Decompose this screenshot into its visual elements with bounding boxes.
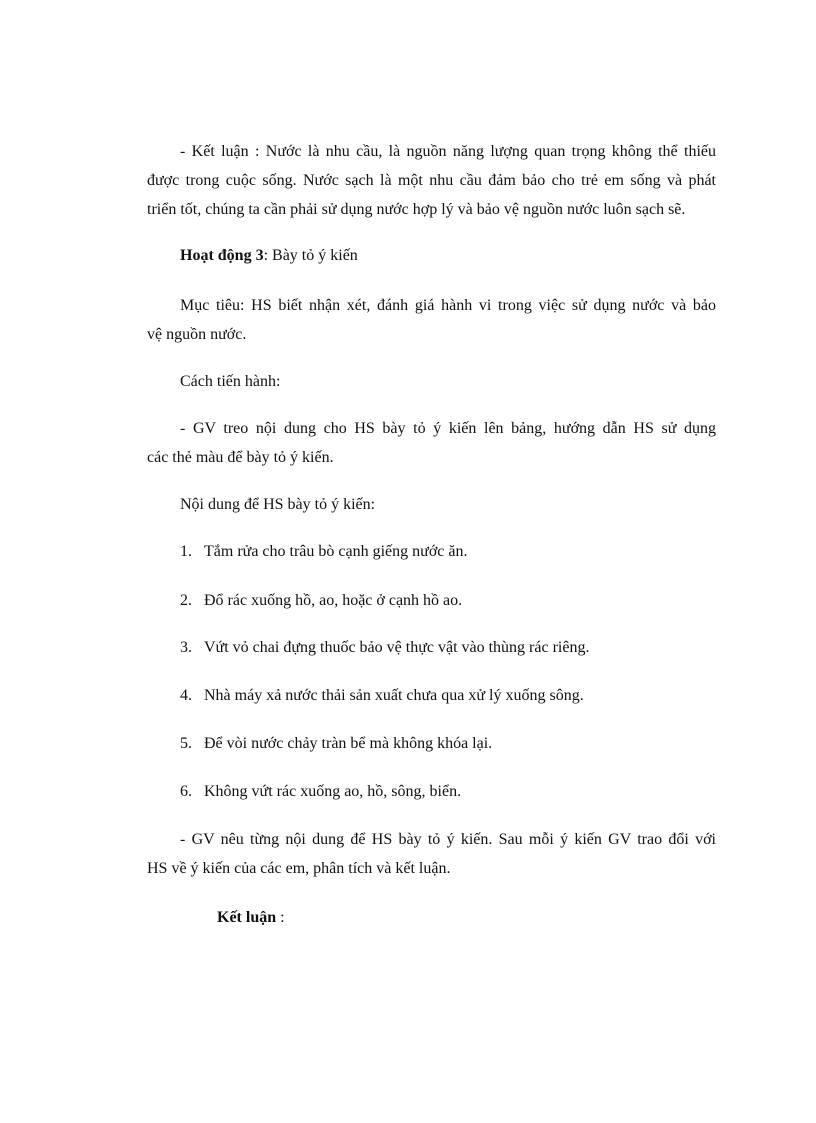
final-conclusion-heading	[217, 908, 285, 928]
paragraph-line: HS về ý kiến của các em, phân tích và kết luận.	[147, 860, 451, 877]
activity3-title-rest: : Bày tỏ ý kiến	[263, 247, 358, 264]
list-item-text: Nhà máy xả nước thải sản xuất chưa qua xử lý xuống sông.	[204, 687, 584, 704]
final-conclusion-rest: :	[276, 909, 285, 926]
list-item-number: 5.	[180, 735, 192, 752]
activity3-title-bold: Hoạt động 3	[180, 247, 264, 264]
gv-instruction-paragraph	[147, 414, 716, 472]
list-item-text: Để vòi nước chảy tràn bể mà không khóa lại.	[204, 735, 493, 752]
paragraph-line: các thẻ màu để bày tỏ ý kiến.	[147, 449, 334, 466]
paragraph-line: - GV nêu từng nội dung để HS bày tỏ ý kiến. Sau mỗi ý kiến GV trao đổi với	[180, 831, 716, 848]
paragraph-line: được trong cuộc sống. Nước sạch là một nhu cầu đảm bảo cho trẻ em sống và phát	[147, 172, 716, 189]
list-item-number: 6.	[180, 783, 192, 800]
list-item-number: 4.	[180, 687, 192, 704]
list-item-text: Không vứt rác xuống ao, hồ, sông, biển.	[204, 783, 462, 800]
list-item	[180, 638, 589, 658]
list-item-number: 1.	[180, 543, 192, 560]
list-item	[180, 542, 467, 562]
gv-discussion-paragraph	[147, 825, 716, 883]
conclusion-water-paragraph	[147, 137, 716, 224]
paragraph-line: Mục tiêu: HS biết nhận xét, đánh giá hành vi trong việc sử dụng nước và bảo	[180, 297, 716, 314]
list-item-text: Vứt vỏ chai đựng thuốc bảo vệ thực vật vào thùng rác riêng.	[204, 639, 590, 656]
paragraph-line: - GV treo nội dung cho HS bày tỏ ý kiến lên bảng, hướng dẫn HS sử dụng	[180, 420, 716, 437]
list-item	[180, 686, 584, 706]
list-item	[180, 591, 462, 611]
list-item-number: 2.	[180, 592, 192, 609]
list-item-text: Đổ rác xuống hồ, ao, hoặc ở cạnh hồ ao.	[204, 592, 463, 609]
procedure-heading: Cách tiến hành:	[180, 373, 281, 390]
activity3-heading	[180, 246, 358, 266]
paragraph-line: - Kết luận : Nước là nhu cầu, là nguồn năng lượng quan trọng không thể thiếu	[180, 143, 716, 160]
paragraph-line: vệ nguồn nước.	[147, 326, 247, 343]
final-conclusion-bold: Kết luận	[217, 909, 277, 926]
list-item-number: 3.	[180, 639, 192, 656]
paragraph-line: triển tốt, chúng ta cần phải sử dụng nước hợp lý và bảo vệ nguồn nước luôn sạch sẽ.	[147, 201, 686, 218]
objective-paragraph	[147, 291, 716, 349]
list-item-text: Tắm rửa cho trâu bò cạnh giếng nước ăn.	[204, 543, 468, 560]
content-heading: Nội dung để HS bày tỏ ý kiến:	[180, 496, 376, 513]
list-item	[180, 734, 492, 754]
list-item	[180, 782, 461, 802]
